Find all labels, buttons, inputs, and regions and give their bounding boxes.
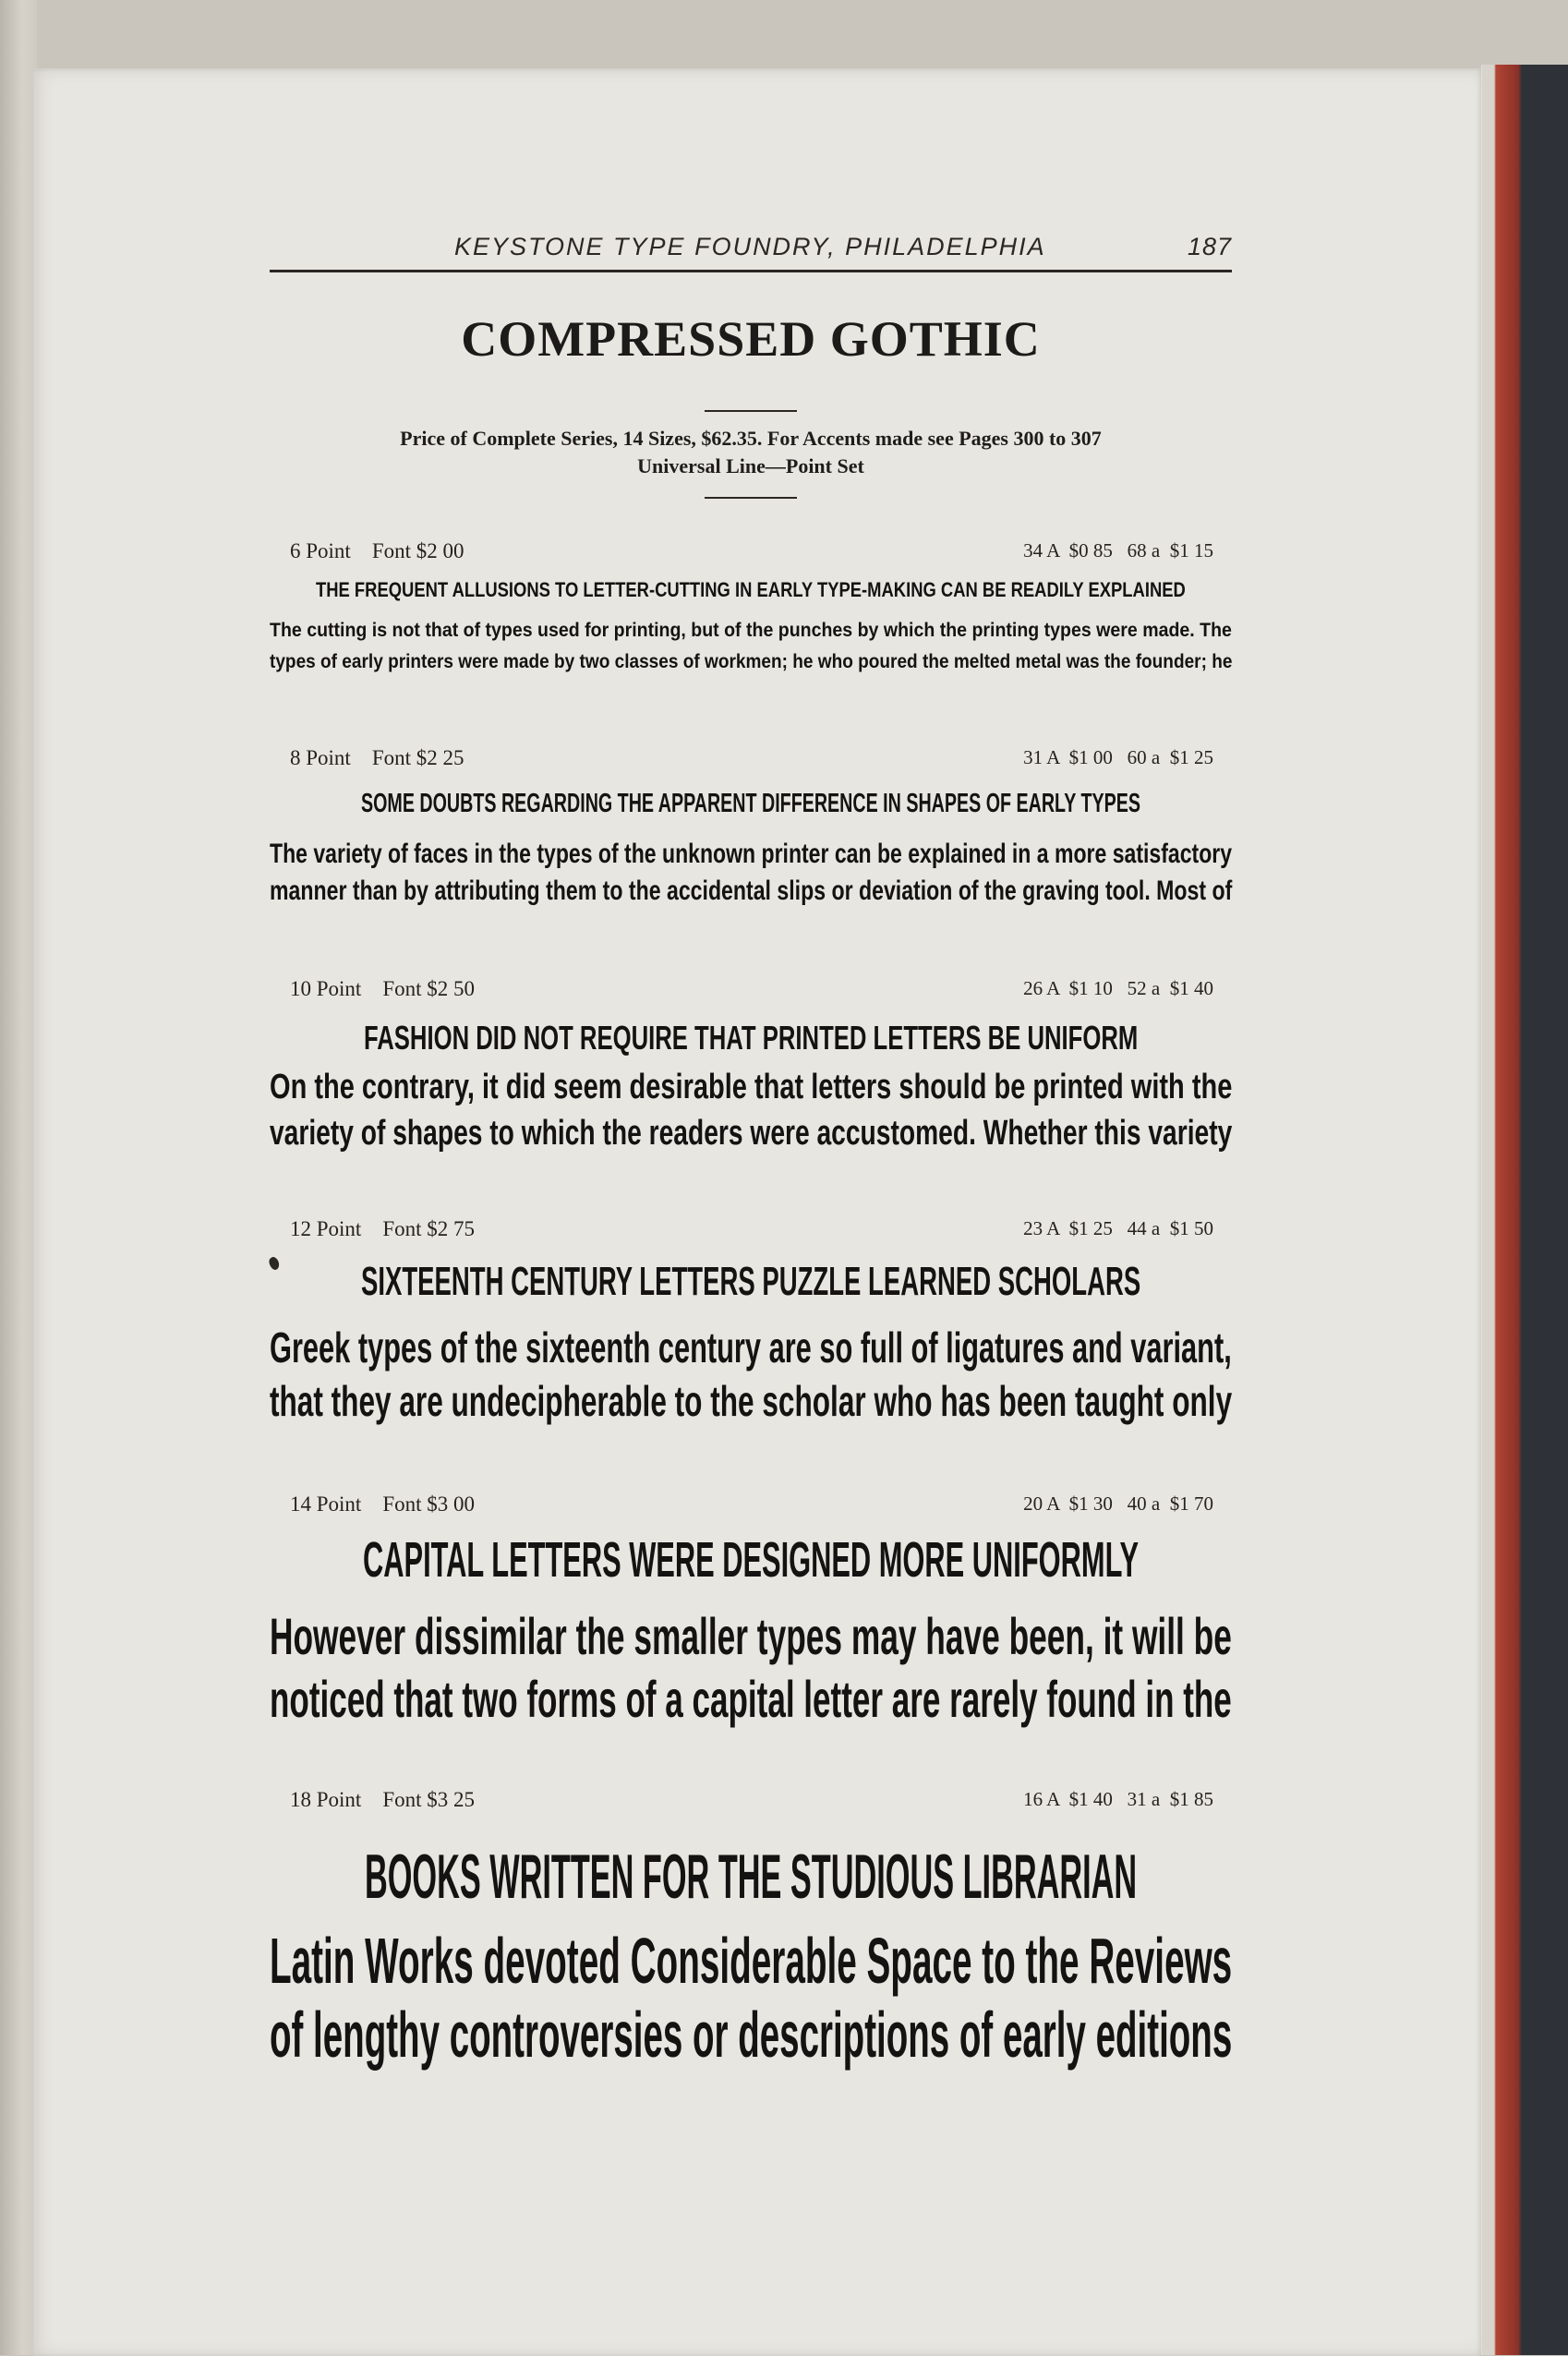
running-head [270, 233, 1232, 272]
specimen-18pt-line-1: Latin Works devoted Considerable Space to the Reviews [270, 1925, 1233, 1997]
specimen-8pt-counts: 31 A $1 00 60 a $1 25 [1023, 746, 1213, 768]
specimen-12pt-line-2: that they are undecipherable to the scholar who has been taught only [270, 1377, 1233, 1425]
specimen-6pt-line-2: types of early printers were made by two classes of workmen; he who poured the melted metal was the founder; he [270, 651, 1233, 672]
specimen-10pt-line-1: On the contrary, it did seem desirable that letters should be printed with the [270, 1068, 1233, 1106]
specimen-10pt-heading: FASHION DID NOT REQUIRE THAT PRINTED LETTERS BE UNIFORM [364, 1019, 1139, 1057]
specimen-8pt-spec [290, 746, 1213, 774]
page-title: COMPRESSED GOTHIC [461, 311, 1041, 367]
specimen-6pt-size-font: 6 Point Font $2 00 [290, 539, 464, 562]
running-head-title: KEYSTONE TYPE FOUNDRY, PHILADELPHIA [454, 233, 1046, 260]
specimen-8pt-size-font: 8 Point Font $2 25 [290, 746, 464, 769]
page-number: 187 [1187, 233, 1232, 260]
specimen-8pt-heading: SOME DOUBTS REGARDING THE APPARENT DIFFERENCE IN SHAPES OF EARLY TYPES [361, 789, 1141, 818]
specimen-18pt-line-2: of lengthy controversies or descriptions of early editions [270, 1999, 1233, 2071]
specimen-6pt-counts: 34 A $0 85 68 a $1 15 [1023, 539, 1213, 562]
specimen-14pt-line-2: noticed that two forms of a capital letter are rarely found in the [270, 1670, 1232, 1728]
specimen-12pt-spec [290, 1217, 1213, 1245]
specimen-14pt-size-font: 14 Point Font $3 00 [290, 1492, 476, 1516]
specimen-8pt-line-2: manner than by attributing them to the accidental slips or deviation of the graving tool. Most of [270, 876, 1233, 906]
specimen-14pt-heading: CAPITAL LETTERS WERE DESIGNED MORE UNIFORMLY [363, 1532, 1140, 1588]
specimen-6pt-spec [290, 539, 1213, 567]
specimen-12pt-size-font: 12 Point Font $2 75 [290, 1217, 476, 1240]
specimen-12pt-line-1: Greek types of the sixteenth century are so full of ligatures and variant, [270, 1323, 1232, 1371]
specimen-18pt-size-font: 18 Point Font $3 25 [290, 1788, 476, 1811]
title-rule-bottom [705, 497, 797, 499]
specimen-6pt-heading: THE FREQUENT ALLUSIONS TO LETTER-CUTTING IN EARLY TYPE-MAKING CAN BE READILY EXPLAINED [316, 578, 1186, 601]
price-line: Price of Complete Series, 14 Sizes, $62.35. For Accents made see Pages 300 to 307 [400, 427, 1102, 450]
specimen-10pt-size-font: 10 Point Font $2 50 [290, 977, 476, 1000]
specimen-10pt-spec [290, 977, 1213, 1005]
specimen-8pt-line-1: The variety of faces in the types of the unknown printer can be explained in a more satisfactory [270, 839, 1233, 869]
specimen-10pt-line-2: variety of shapes to which the readers were accustomed. Whether this variety [270, 1114, 1233, 1153]
title-rule-top [705, 410, 797, 412]
specimen-18pt-spec [290, 1788, 1213, 1816]
specimen-10pt-counts: 26 A $1 10 52 a $1 40 [1023, 977, 1213, 999]
specimen-14pt-counts: 20 A $1 30 40 a $1 70 [1023, 1492, 1213, 1515]
set-line: Universal Line—Point Set [637, 454, 864, 477]
specimen-14pt-spec [290, 1492, 1213, 1520]
specimen-6pt-line-1: The cutting is not that of types used for printing, but of the punches by which the printing types were made. The [270, 620, 1232, 641]
ink-mark [267, 1255, 282, 1271]
specimen-12pt-counts: 23 A $1 25 44 a $1 50 [1023, 1217, 1213, 1239]
specimen-18pt-heading: BOOKS WRITTEN FOR THE STUDIOUS LIBRARIAN [365, 1842, 1138, 1912]
specimen-12pt-heading: SIXTEENTH CENTURY LETTERS PUZZLE LEARNED SCHOLARS [361, 1259, 1141, 1304]
specimen-18pt-counts: 16 A $1 40 31 a $1 85 [1023, 1788, 1213, 1810]
specimen-14pt-line-1: However dissimilar the smaller types may have been, it will be [270, 1607, 1232, 1665]
